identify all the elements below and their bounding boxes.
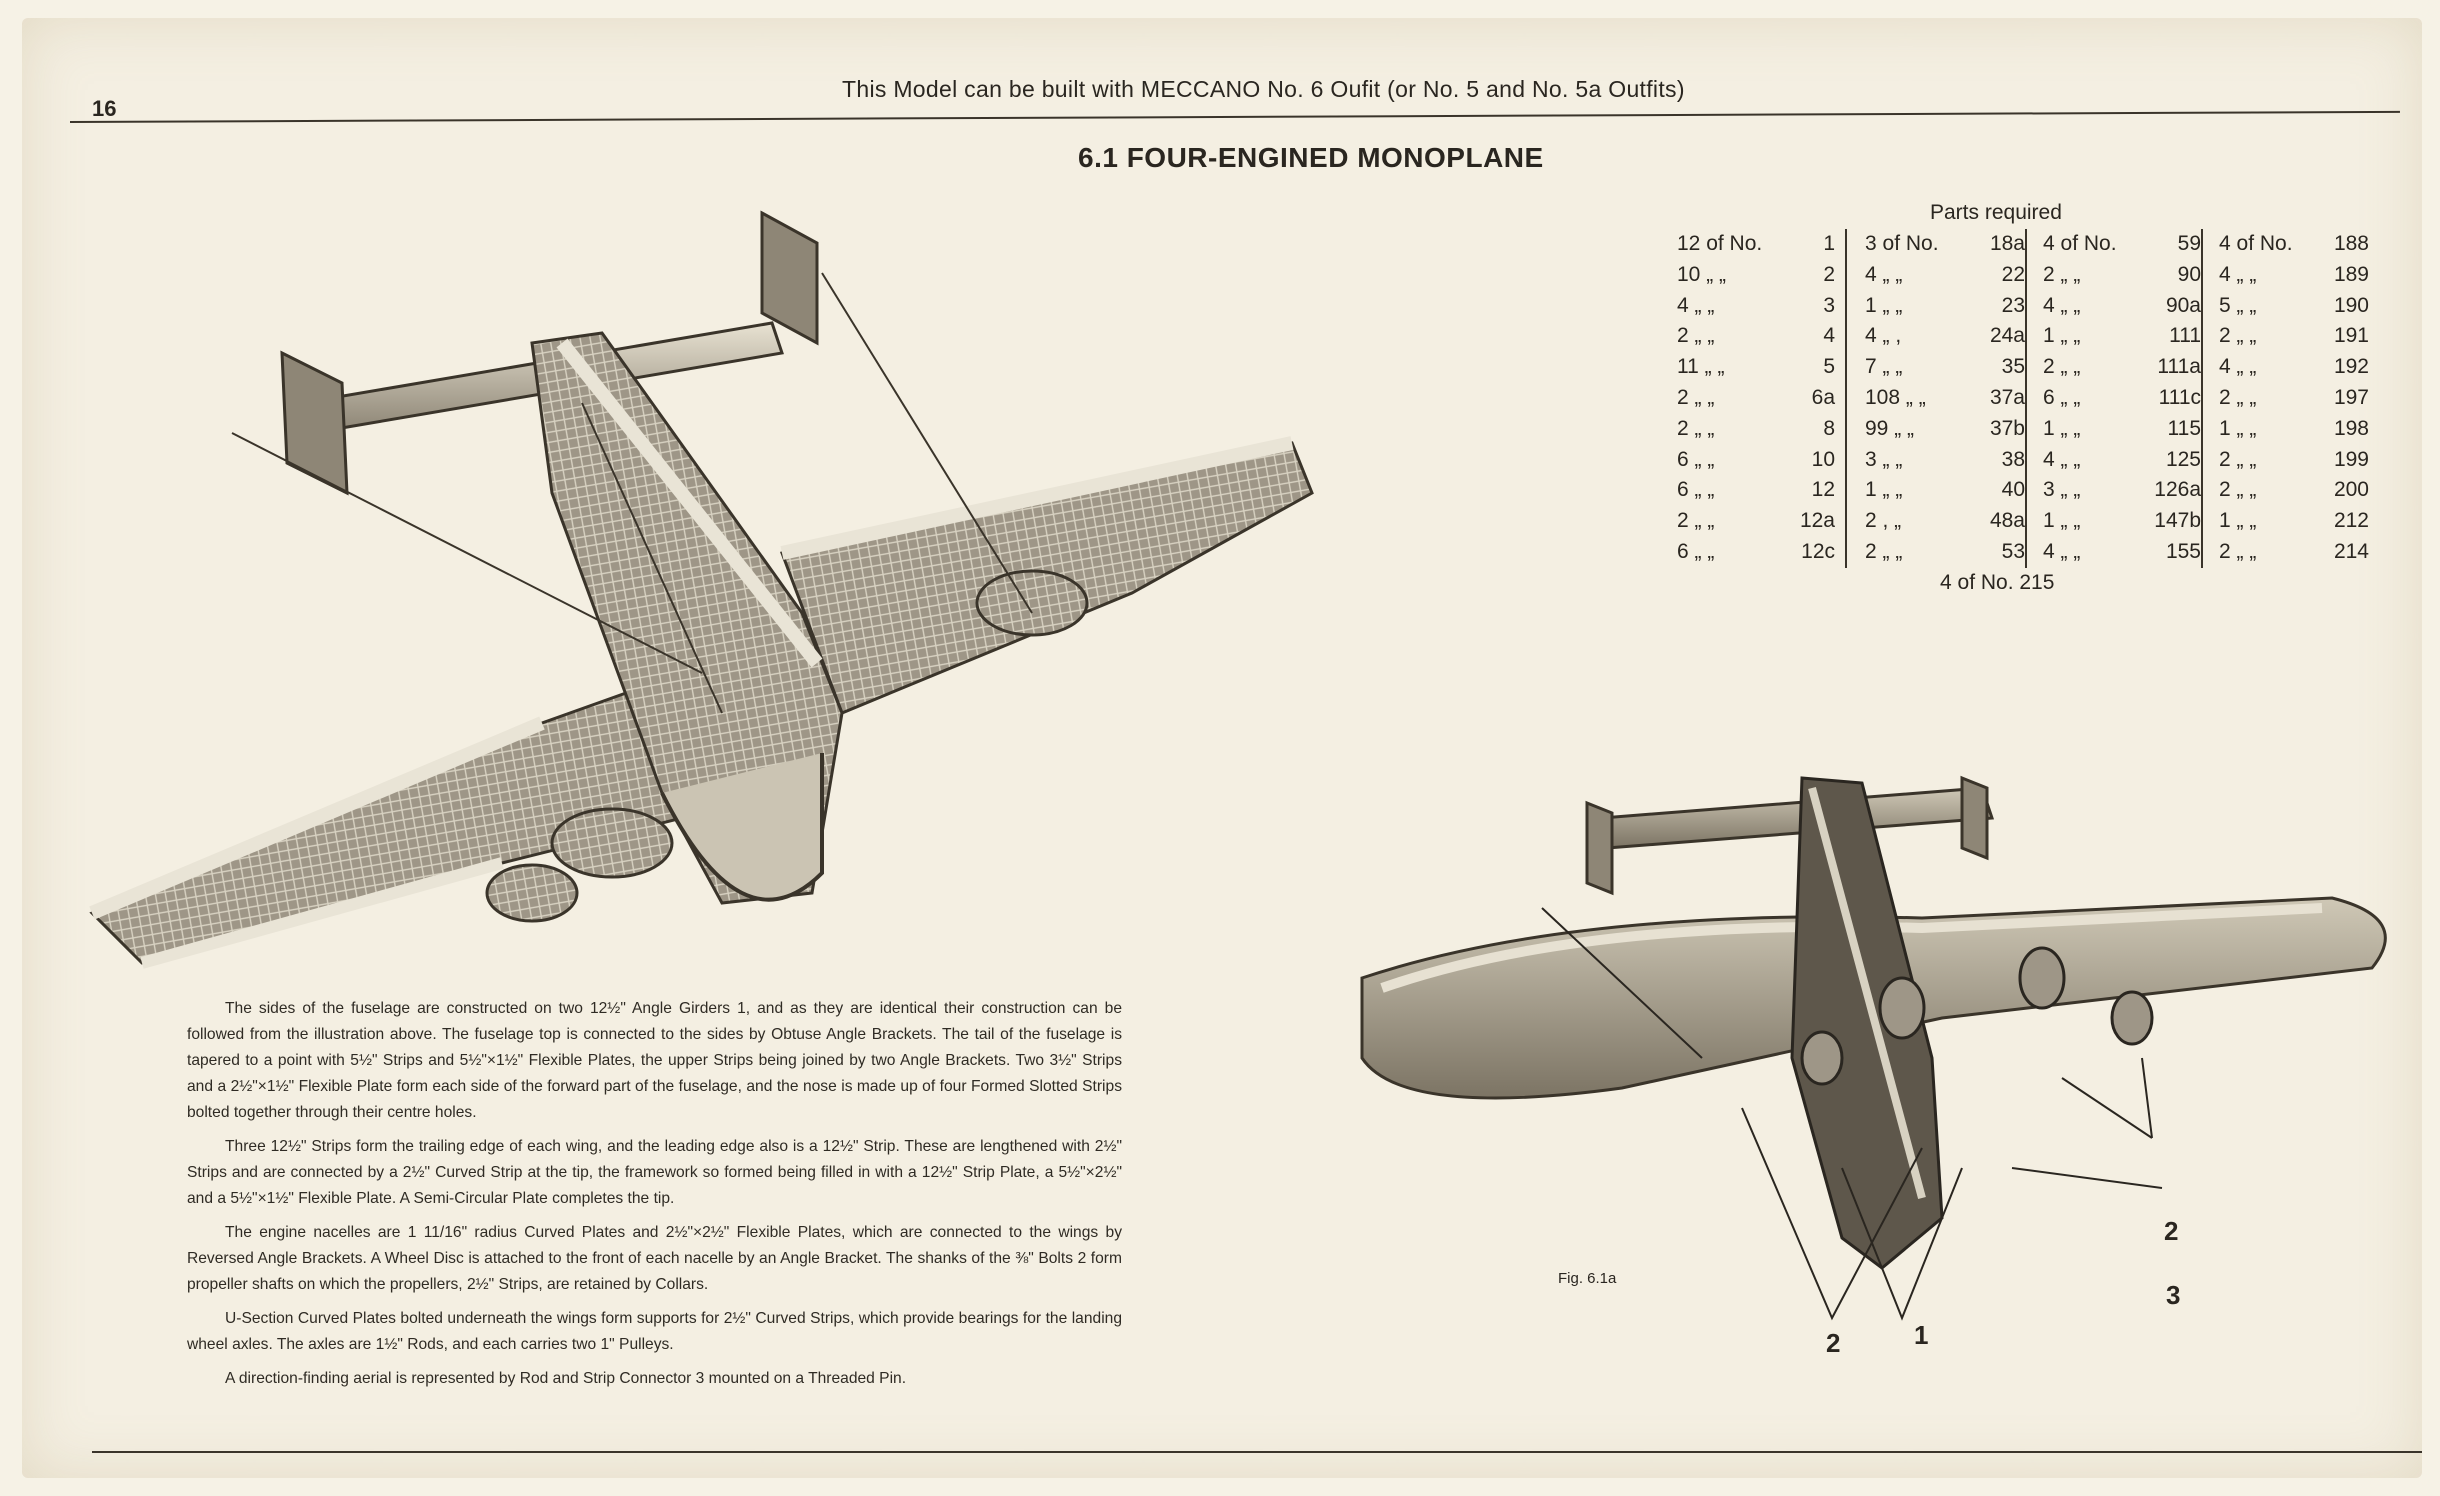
footer-rule — [92, 1451, 2422, 1453]
callout-label: 2 — [1826, 1328, 1841, 1358]
part-quantity: 2 „ „ — [2219, 385, 2257, 409]
parts-row — [1677, 352, 1835, 383]
part-quantity: 3 of No. — [1865, 232, 1939, 255]
part-quantity: 4 „ „ — [2043, 293, 2081, 317]
parts-row — [2219, 321, 2369, 352]
parts-column-3 — [2025, 229, 2201, 568]
parts-row — [2043, 445, 2201, 476]
part-quantity: 1 „ „ — [1865, 478, 1903, 502]
part-quantity: 2 „ „ — [1865, 539, 1903, 563]
part-number: 190 — [2333, 293, 2369, 317]
parts-row — [2219, 475, 2369, 506]
parts-row — [2219, 260, 2369, 291]
part-number: 38 — [2001, 447, 2025, 471]
part-quantity: 2 „ „ — [2219, 478, 2257, 502]
part-number: 48a — [1989, 509, 2025, 533]
parts-column-1 — [1677, 229, 1845, 568]
part-number: 35 — [2001, 355, 2025, 379]
parts-row — [1865, 475, 2025, 506]
parts-column-4 — [2201, 229, 2369, 568]
parts-row — [2219, 383, 2369, 414]
parts-row — [1677, 321, 1835, 352]
page-header: This Model can be built with MECCANO No. 6 Oufit (or No. 5 and No. 5a Outfits) — [842, 76, 1685, 102]
part-quantity: 6 „ „ — [1677, 478, 1715, 502]
part-number: 1 — [1823, 232, 1835, 255]
part-number: 125 — [2165, 447, 2201, 471]
parts-row — [1677, 475, 1835, 506]
part-quantity: 1 „ „ — [2219, 509, 2257, 533]
parts-row — [2219, 537, 2369, 568]
parts-row — [1677, 291, 1835, 322]
part-number: 198 — [2333, 416, 2369, 440]
parts-row — [1865, 321, 2025, 352]
part-number: 59 — [2177, 232, 2201, 255]
part-quantity: 7 „ „ — [1865, 355, 1903, 379]
parts-row — [1865, 352, 2025, 383]
description-paragraph: The engine nacelles are 1 11/16" radius Curved Plates and 2½"×2½" Flexible Plates, which are connected to the wings by Reversed Angle Brackets. A Wheel Disc is attached to the front of each nacelle by an Angle Bracket. The shanks of the ⅜" Bolts 2 form propeller shafts on which the propellers, 2½" Strips, are retained by Collars. — [187, 1224, 1122, 1293]
part-number: 111 — [2169, 324, 2201, 348]
part-quantity: 4 „ „ — [1677, 293, 1715, 317]
part-number: 8 — [1823, 416, 1835, 440]
parts-heading: Parts required — [1930, 201, 2062, 224]
part-number: 111a — [2157, 355, 2201, 379]
part-quantity: 2 „ „ — [2043, 355, 2081, 379]
part-quantity: 4 „ „ — [2043, 539, 2081, 563]
parts-row — [1865, 383, 2025, 414]
part-number: 115 — [2167, 416, 2201, 440]
parts-row — [1865, 445, 2025, 476]
part-number: 12a — [1799, 509, 1835, 533]
part-quantity: 5 „ „ — [2219, 293, 2257, 317]
description-paragraph: Three 12½" Strips form the trailing edge of each wing, and the leading edge also is a 12½" Strip. These are lengthened with 2½" Strips and are connected by a 2½" Curved Strip at the tip, the framework so formed being filled in with a 12½" Strip Plate, a 5½"×2½" and a 5½"×1½" Flexible Plate. A Semi-Circular Plate completes the tip. — [187, 1138, 1122, 1207]
parts-row — [1865, 229, 2025, 260]
parts-column-2 — [1845, 229, 2025, 568]
parts-row — [2043, 229, 2201, 260]
parts-footer: 4 of No. 215 — [1940, 571, 2055, 594]
part-number: 53 — [2001, 539, 2025, 563]
part-number: 18a — [1989, 232, 2025, 255]
parts-row — [2219, 291, 2369, 322]
part-number: 188 — [2333, 232, 2369, 255]
part-number: 12 — [1811, 478, 1835, 502]
parts-row — [2043, 383, 2201, 414]
part-quantity: 10 „ „ — [1677, 262, 1727, 286]
callout-label: 1 — [1914, 1320, 1929, 1350]
part-number: 22 — [2001, 262, 2025, 286]
part-number: 212 — [2333, 509, 2369, 533]
callout-label: 3 — [2166, 1280, 2181, 1310]
part-quantity: 6 „ „ — [2043, 385, 2081, 409]
parts-row — [2219, 229, 2369, 260]
part-number: 37a — [1989, 385, 2025, 409]
part-quantity: 1 „ „ — [2219, 416, 2257, 440]
part-quantity: 2 „ „ — [1677, 324, 1715, 348]
part-quantity: 6 „ „ — [1677, 447, 1715, 471]
description-paragraph: U-Section Curved Plates bolted underneath the wings form supports for 2½" Curved Strips, which provide bearings for the landing wheel axles. The axles are 1½" Rods, and each carries two 1" Pulleys. — [187, 1310, 1122, 1353]
part-number: 10 — [1811, 447, 1835, 471]
part-number: 2 — [1823, 262, 1835, 286]
page-number: 16 — [92, 96, 117, 121]
parts-row — [2043, 321, 2201, 352]
parts-row — [1677, 260, 1835, 291]
part-quantity: 2 „ „ — [2219, 539, 2257, 563]
part-quantity: 99 „ „ — [1865, 416, 1915, 440]
part-quantity: 2 „ „ — [2219, 447, 2257, 471]
part-number: 197 — [2333, 385, 2369, 409]
parts-row — [2043, 414, 2201, 445]
part-number: 6a — [1811, 385, 1835, 409]
parts-row — [1677, 383, 1835, 414]
parts-row — [2219, 506, 2369, 537]
parts-row — [2219, 445, 2369, 476]
part-quantity: 4 of No. — [2043, 232, 2117, 255]
parts-row — [2219, 414, 2369, 445]
part-quantity: 2 „ „ — [2219, 324, 2257, 348]
part-quantity: 1 „ „ — [2043, 509, 2081, 533]
parts-row — [1865, 291, 2025, 322]
part-number: 200 — [2333, 478, 2369, 502]
part-quantity: 12 of No. — [1677, 232, 1763, 255]
part-number: 155 — [2165, 539, 2201, 563]
part-quantity: 2 „ „ — [2043, 262, 2081, 286]
part-number: 90 — [2177, 262, 2201, 286]
monoplane-top-view-illustration — [82, 193, 1332, 993]
parts-row — [1677, 414, 1835, 445]
part-number: 199 — [2333, 447, 2369, 471]
part-number: 147b — [2154, 509, 2201, 533]
part-quantity: 108 „ „ — [1865, 385, 1926, 409]
parts-row — [2043, 475, 2201, 506]
parts-row — [1865, 506, 2025, 537]
part-number: 90a — [2165, 293, 2201, 317]
parts-row — [2043, 291, 2201, 322]
part-number: 24a — [1989, 324, 2025, 348]
part-quantity: 6 „ „ — [1677, 539, 1715, 563]
part-number: 12c — [1801, 539, 1835, 563]
part-quantity: 4 „ „ — [2219, 262, 2257, 286]
part-number: 40 — [2001, 478, 2025, 502]
parts-row — [1865, 537, 2025, 568]
part-number: 4 — [1823, 324, 1835, 348]
part-quantity: 1 „ „ — [2043, 416, 2081, 440]
parts-row — [1677, 537, 1835, 568]
part-quantity: 1 „ „ — [2043, 324, 2081, 348]
part-number: 23 — [2001, 293, 2025, 317]
parts-row — [2043, 506, 2201, 537]
parts-row — [2219, 352, 2369, 383]
part-quantity: 2 „ „ — [1677, 416, 1715, 440]
part-quantity: 2 „ „ — [1677, 509, 1715, 533]
part-quantity: 3 „ „ — [2043, 478, 2081, 502]
part-number: 189 — [2333, 262, 2369, 286]
parts-table — [1677, 229, 2369, 568]
part-number: 126a — [2154, 478, 2201, 502]
parts-row — [1677, 506, 1835, 537]
header-rule — [70, 111, 2400, 123]
part-quantity: 2 , „ — [1865, 509, 1902, 533]
part-number: 3 — [1823, 293, 1835, 317]
part-quantity: 4 „ „ — [2219, 355, 2257, 379]
part-quantity: 4 „ „ — [1865, 262, 1903, 286]
callout-label: 2 — [2164, 1216, 2179, 1246]
book-page — [22, 18, 2422, 1478]
part-number: 191 — [2333, 324, 2369, 348]
monoplane-underside-illustration — [1322, 758, 2422, 1378]
part-number: 5 — [1823, 355, 1835, 379]
construction-description — [187, 996, 1122, 1400]
part-quantity: 4 „ , — [1865, 324, 1902, 348]
part-number: 37b — [1989, 416, 2025, 440]
part-number: 192 — [2333, 355, 2369, 379]
part-quantity: 1 „ „ — [1865, 293, 1903, 317]
figure-label: Fig. 6.1a — [1558, 1270, 1617, 1287]
part-quantity: 3 „ „ — [1865, 447, 1903, 471]
parts-row — [2043, 537, 2201, 568]
part-number: 214 — [2333, 539, 2369, 563]
part-quantity: 4 of No. — [2219, 232, 2293, 255]
parts-row — [1865, 260, 2025, 291]
parts-row — [2043, 260, 2201, 291]
description-paragraph: The sides of the fuselage are constructed on two 12½" Angle Girders 1, and as they are identical their construction can be followed from the illustration above. The fuselage top is connected to the sides by Obtuse Angle Brackets. The tail of the fuselage is tapered to a point with 5½" Strips and 5½"×1½" Flexible Plates, the upper Strips being joined by two Angle Brackets. Two 3½" Strips and a 2½"×1½" Flexible Plate form each side of the forward part of the fuselage, and the nose is made up of four Formed Slotted Strips bolted together through their centre holes. — [187, 1000, 1122, 1121]
part-quantity: 2 „ „ — [1677, 385, 1715, 409]
parts-row — [1677, 229, 1835, 260]
model-title: 6.1 FOUR-ENGINED MONOPLANE — [1078, 142, 1544, 173]
description-paragraph: A direction-finding aerial is represented by Rod and Strip Connector 3 mounted on a Threaded Pin. — [225, 1370, 907, 1387]
part-quantity: 4 „ „ — [2043, 447, 2081, 471]
parts-row — [1677, 445, 1835, 476]
part-quantity: 11 „ „ — [1677, 355, 1725, 379]
part-number: 111c — [2158, 385, 2201, 409]
parts-row — [1865, 414, 2025, 445]
parts-row — [2043, 352, 2201, 383]
